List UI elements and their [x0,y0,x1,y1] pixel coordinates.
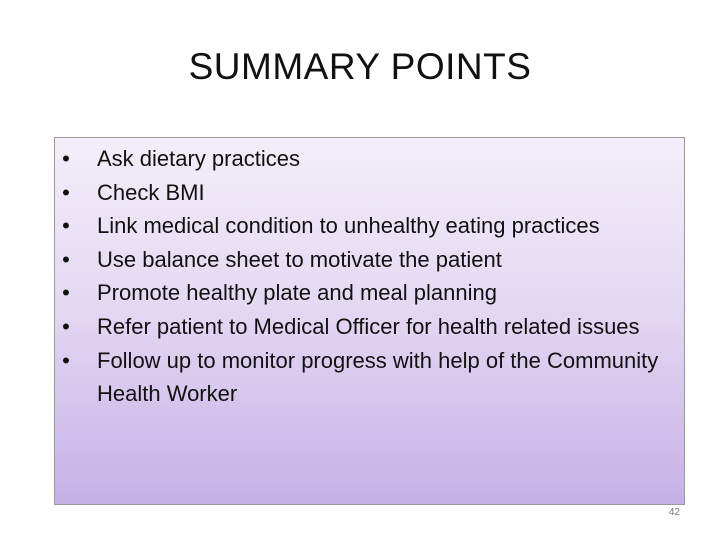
bullet-text: Check BMI [97,179,205,205]
bullet-item [54,209,694,243]
bullet-list [54,142,694,411]
page-number: 42 [668,507,680,518]
bullet-icon: • [62,179,70,205]
bullet-icon: • [62,213,70,239]
bullet-text: Ask dietary practices [97,146,300,171]
bullet-item [54,176,694,210]
bullet-text: Link medical condition to unhealthy eating practices [97,213,600,239]
bullet-icon: • [62,246,70,272]
bullet-item [54,243,694,277]
bullet-text: Follow up to monitor progress with help of the Community Health Worker [97,347,659,407]
bullet-icon: • [62,146,70,171]
bullet-item [54,310,694,344]
bullet-icon: • [62,313,70,339]
bullet-item [54,344,694,411]
bullet-item [54,142,694,176]
bullet-text: Refer patient to Medical Officer for health related issues [97,313,640,339]
bullet-text: Promote healthy plate and meal planning [97,280,497,306]
bullet-icon: • [62,347,70,373]
bullet-item [54,276,694,310]
bullet-icon: • [62,280,70,306]
slide-title: SUMMARY POINTS [188,46,532,87]
bullet-text: Use balance sheet to motivate the patient [97,246,502,272]
